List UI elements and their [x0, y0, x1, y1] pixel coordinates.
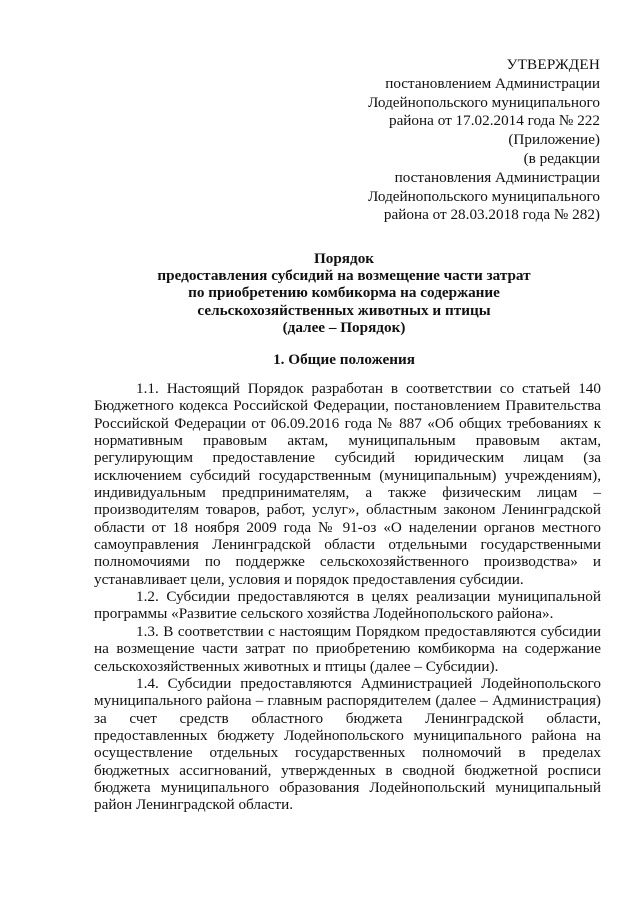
- approval-line: района от 28.03.2018 года № 282): [383, 206, 600, 224]
- paragraph-line: 1.4. Субсидии предоставляются Администрацией Лодейнопольского: [136, 674, 601, 692]
- paragraph-line: полномочиями по поддержке сельскохозяйственного производства» и: [94, 553, 601, 571]
- paragraph-line: нормативным правовым актам, муниципальным правовым актам,: [94, 432, 601, 450]
- approval-heading: УТВЕРЖДЕН: [506, 56, 600, 73]
- approval-line: (Приложение): [508, 131, 600, 149]
- paragraph-line: 1.1. Настоящий Порядок разработан в соответствии со статьей 140: [136, 380, 601, 397]
- paragraph-line: устанавливает цели, условия и порядок предоставления субсидии.: [94, 570, 524, 588]
- paragraph-line: регулирующим предоставление субсидий юридическим лицам (за: [94, 449, 601, 467]
- document-body: [94, 380, 601, 814]
- approval-stamp-block: [300, 56, 600, 225]
- paragraph-line: бюджета муниципального образования Лодейнопольский муниципальный: [94, 778, 601, 796]
- paragraph-line: самоуправления Ленинградской области отдельными государственными: [94, 536, 601, 554]
- paragraph-line: бюджетных ассигнований, утвержденных в сводной бюджетной росписи: [94, 761, 601, 779]
- approval-line: Лодейнопольского муниципального: [368, 93, 600, 111]
- paragraph-line: производителям товаров, работ, услуг», областным законом Ленинградской: [94, 501, 601, 519]
- section-heading: 1. Общие положения: [273, 351, 415, 368]
- paragraph-line: сельскохозяйственных животных и птицы (далее – Субсидии).: [94, 657, 499, 675]
- paragraph-line: осуществление отдельных государственных полномочий в пределах: [94, 744, 601, 762]
- paragraph-line: области от 18 ноября 2009 года № 91-оз «О наделении органов местного: [94, 518, 601, 536]
- paragraph-1-1: [94, 380, 601, 588]
- paragraph-line: Бюджетного кодекса Российской Федерации, постановлением Правительства: [94, 397, 601, 415]
- title-line: (далее – Порядок): [282, 318, 406, 336]
- paragraph-line: на возмещение части затрат по приобретению комбикорма на содержание: [94, 640, 601, 658]
- approval-line: Лодейнопольского муниципального: [368, 187, 600, 205]
- approval-line: постановления Администрации: [394, 168, 600, 186]
- paragraph-line: программы «Развитие сельского хозяйства Лодейнопольского района».: [94, 605, 554, 623]
- title-line: по приобретению комбикорма на содержание: [188, 284, 500, 302]
- approval-line: постановлением Администрации: [385, 74, 600, 92]
- paragraph-line: муниципального района – главным распорядителем (далее – Администрация): [94, 692, 601, 710]
- title-line: Порядок: [313, 250, 375, 267]
- paragraph-line: индивидуальным предпринимателям, а также физическим лицам –: [94, 484, 601, 502]
- paragraph-line: 1.2. Субсидии предоставляются в целях реализации муниципальной: [136, 588, 601, 606]
- approval-line: (в редакции: [523, 149, 600, 167]
- paragraph-1-4: [94, 675, 601, 814]
- paragraph-1-2: [94, 588, 601, 623]
- paragraph-1-3: [94, 623, 601, 675]
- paragraph-line: 1.3. В соответствии с настоящим Порядком предоставляются субсидии: [136, 622, 601, 640]
- paragraph-line: за счет средств областного бюджета Ленинградской области,: [94, 709, 601, 727]
- paragraph-line: исключением субсидий государственным (муниципальным) учреждениям),: [94, 466, 601, 484]
- paragraph-line: предоставленных бюджету Лодейнопольского муниципального района на: [94, 726, 601, 744]
- paragraph-line: Российской Федерации от 06.09.2016 года № 887 «Об общих требованиях к: [94, 414, 601, 432]
- title-line: сельскохозяйственных животных и птицы: [197, 301, 491, 319]
- approval-line: района от 17.02.2014 года № 222: [388, 112, 600, 130]
- paragraph-line: район Ленинградской области.: [94, 796, 294, 814]
- document-title: [94, 250, 594, 336]
- title-line: предоставления субсидий на возмещение части затрат: [157, 267, 531, 285]
